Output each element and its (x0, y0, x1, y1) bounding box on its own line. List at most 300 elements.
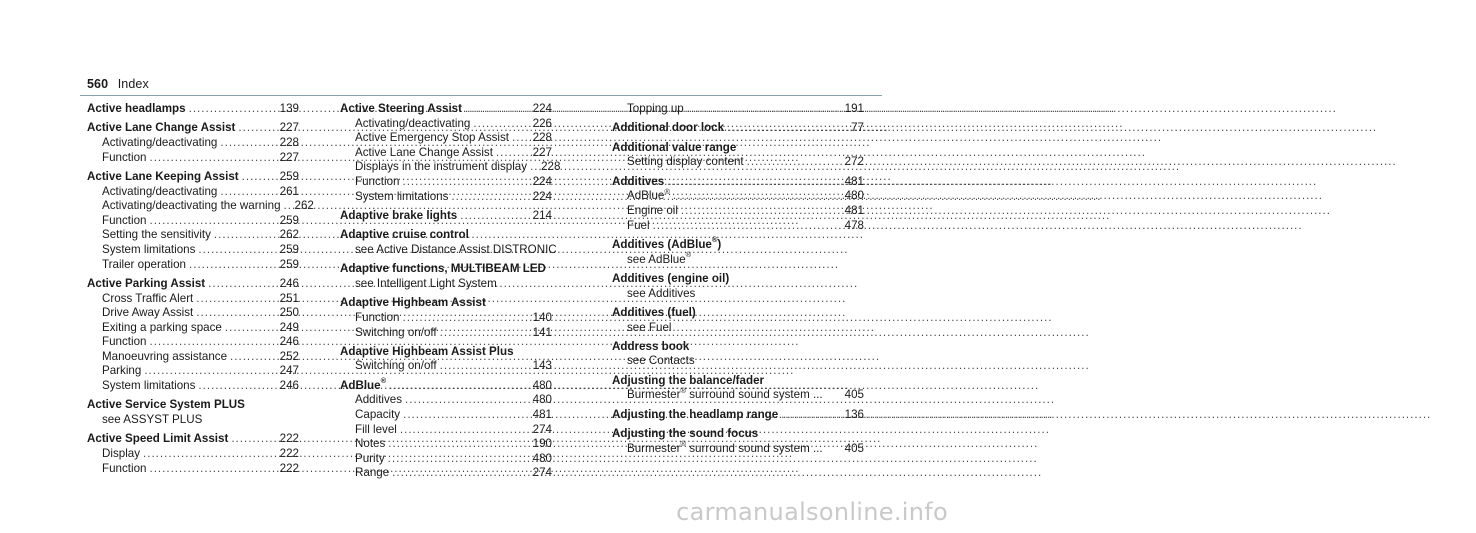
sub-entry-label (627, 287, 695, 302)
page-ref-link[interactable]: 227 (279, 150, 299, 164)
entry-text: Active Emergency Stop Assist (355, 131, 510, 145)
entry-text: Exiting a parking space (102, 320, 222, 334)
page-ref-link[interactable]: 481 (532, 408, 552, 422)
page-ref-link[interactable]: 222 (279, 447, 299, 461)
leader-dots (143, 447, 277, 462)
entry-text: Active Speed Limit Assist (87, 432, 229, 446)
entry-title (612, 235, 722, 253)
entry-text: Active Steering Assist (340, 102, 462, 115)
sub-entry (87, 335, 299, 350)
leader-dots (402, 311, 529, 326)
leader-dots (681, 204, 842, 219)
index-entry (340, 296, 552, 340)
page-ref-link[interactable]: 226 (532, 116, 552, 130)
leader-dots (196, 306, 276, 321)
index-entry (612, 102, 864, 117)
leader-dots (149, 335, 276, 350)
index-column-1 (87, 102, 314, 481)
entry-text: Activating/deactivating (102, 135, 218, 149)
page-header (87, 77, 149, 91)
index-entry (612, 272, 864, 301)
entry-text: Notes (355, 437, 386, 451)
entry-text: Adaptive functions, MULTIBEAM LED (340, 262, 546, 276)
entry-text: Switching on/off (355, 359, 437, 373)
page-ref-link[interactable]: 262 (279, 228, 299, 242)
leader-dots (189, 102, 277, 117)
sub-entry-label (627, 186, 670, 204)
page-ref-link[interactable]: 261 (279, 184, 299, 198)
entry-text-suffix: surround sound system ... (686, 441, 823, 455)
entry-text-suffix: ) (717, 237, 722, 251)
entry-text: AdBlue (627, 189, 665, 203)
entry-text: Additives (engine oil) (612, 271, 730, 285)
entry-heading (87, 170, 299, 185)
entry-heading (340, 209, 552, 224)
sub-entry (87, 199, 314, 214)
page-ref-link[interactable]: 190 (532, 437, 552, 451)
sub-entry (87, 292, 299, 307)
sub-entry-label (355, 146, 493, 161)
entry-text: Parking (102, 364, 142, 378)
leader-dots (144, 364, 276, 379)
sub-entry-label (627, 219, 650, 234)
entry-heading (87, 121, 299, 136)
sub-entry-label (355, 359, 437, 374)
entry-title (612, 408, 778, 423)
sub-entry-label (355, 277, 497, 292)
sub-entry (340, 326, 552, 341)
entry-text: Active headlamps (87, 102, 186, 115)
entry-text: Adaptive brake lights (340, 208, 458, 222)
leader-dots (284, 199, 292, 214)
entry-title (340, 228, 469, 243)
entry-text: see ASSYST PLUS (102, 413, 203, 427)
sub-entry-label (102, 228, 211, 243)
entry-text: Adaptive Highbeam Assist Plus (340, 344, 514, 358)
index-entry (87, 169, 314, 272)
sub-entry-label (102, 151, 146, 166)
entry-title (87, 277, 205, 292)
sub-entry-label (355, 175, 399, 190)
index-entry (340, 262, 552, 291)
sub-entry-label (355, 243, 557, 258)
entry-heading (612, 175, 864, 190)
entry-heading (612, 235, 864, 253)
entry-text: Purity (355, 451, 385, 465)
page-ref-link[interactable]: 274 (532, 466, 552, 480)
sub-entry-label (355, 452, 385, 467)
entry-text: Activating/deactivating (355, 116, 471, 130)
entry-text: Additives (fuel) (612, 305, 696, 319)
entry-text: see Contacts (627, 354, 695, 368)
page-ref-link[interactable]: 246 (279, 379, 299, 393)
sub-entry-label (355, 160, 527, 175)
page-ref-link[interactable]: 143 (532, 359, 552, 373)
entry-title (612, 272, 729, 287)
page-ref-link[interactable]: 224 (532, 189, 552, 203)
leader-dots (225, 321, 277, 336)
entry-heading (612, 272, 864, 287)
sub-entry (340, 146, 552, 161)
entry-heading (340, 345, 552, 360)
entry-text: Topping up (627, 102, 684, 115)
leader-dots (189, 258, 277, 273)
sub-entry (340, 311, 552, 326)
index-entry (612, 408, 864, 423)
leader-dots (198, 243, 276, 258)
page-ref-link[interactable]: 481 (844, 174, 864, 188)
entry-text: Cross Traffic Alert (102, 291, 194, 305)
page-ref-link[interactable]: 249 (279, 320, 299, 334)
page-ref-link[interactable]: 214 (532, 208, 552, 222)
index-entry (340, 376, 552, 481)
leader-dots (149, 214, 276, 229)
index-entry (87, 277, 299, 394)
page-ref-link[interactable]: 227 (279, 121, 299, 135)
page-ref-link[interactable]: 227 (532, 145, 552, 159)
entry-text: Capacity (355, 408, 401, 422)
entry-text: Function (355, 310, 400, 324)
sub-entry (612, 155, 864, 170)
index-entry (87, 121, 299, 165)
page-ref-link[interactable]: 228 (532, 131, 552, 145)
leader-dots (400, 423, 530, 438)
entry-text: Fuel (627, 218, 650, 232)
entry-text: System limitations (102, 242, 196, 256)
sub-entry (87, 364, 299, 379)
entry-heading (87, 277, 299, 292)
entry-heading (87, 398, 299, 413)
index-entry (612, 306, 864, 335)
leader-dots (667, 175, 841, 190)
page-ref-link[interactable]: 252 (279, 349, 299, 363)
entry-title (87, 432, 228, 447)
page-ref-link[interactable]: 224 (532, 174, 552, 188)
entry-heading (340, 262, 552, 277)
page-ref-link[interactable]: 136 (844, 407, 864, 421)
entry-text: Burmester (627, 441, 681, 455)
sub-entry (340, 277, 552, 292)
sub-entry (340, 452, 552, 467)
entry-text: Additional door lock (612, 121, 725, 135)
entry-title (340, 262, 546, 277)
sub-entry (612, 385, 864, 403)
entry-text: Switching on/off (355, 325, 437, 339)
sub-entry (612, 219, 864, 234)
leader-dots (653, 219, 842, 234)
header-divider (80, 95, 882, 96)
page-ref-link[interactable]: 272 (844, 155, 864, 169)
leader-dots (220, 136, 276, 151)
entry-heading (340, 376, 552, 394)
section-title: Index (117, 77, 149, 91)
leader-dots (208, 277, 277, 292)
entry-text: Range (355, 466, 390, 480)
entry-title (612, 306, 696, 321)
leader-dots (388, 452, 530, 467)
page-ref-link[interactable]: 405 (844, 388, 864, 402)
entry-text: Activating/deactivating (102, 184, 218, 198)
leader-dots (238, 121, 276, 136)
sub-entry (87, 228, 299, 243)
entry-text: Adaptive Highbeam Assist (340, 296, 486, 310)
entry-text: see Additives (627, 286, 696, 300)
page-ref-link[interactable]: 478 (844, 218, 864, 232)
sub-entry (340, 190, 552, 205)
index-entry (612, 427, 864, 456)
page-ref-link[interactable]: 274 (532, 422, 552, 436)
index-entry (340, 209, 552, 224)
sub-entry-label (355, 326, 437, 341)
entry-text: Manoeuvring assistance (102, 349, 228, 363)
index-entry (87, 432, 299, 476)
entry-heading (612, 374, 864, 389)
leader-dots (781, 408, 841, 423)
entry-text: Active Parking Assist (87, 276, 206, 290)
index-entry (340, 345, 552, 374)
page-ref-link[interactable]: 139 (279, 102, 299, 115)
page-ref-link[interactable]: 224 (532, 102, 552, 115)
leader-dots (687, 102, 842, 117)
sub-entry-label (102, 462, 146, 477)
entry-heading (612, 121, 864, 136)
sub-entry (87, 258, 299, 273)
sub-entry-label (627, 354, 695, 369)
sub-entry (340, 359, 552, 374)
page-ref-link[interactable]: 481 (844, 203, 864, 217)
sub-entry-label (627, 249, 692, 268)
leader-dots (451, 190, 529, 205)
index-column-3 (612, 102, 864, 461)
leader-dots (392, 466, 529, 481)
page-ref-link[interactable]: 250 (279, 306, 299, 320)
page-ref-link[interactable]: 259 (279, 169, 299, 183)
sub-entry-label (102, 243, 195, 258)
entry-title (87, 398, 245, 413)
sub-entry (340, 131, 552, 146)
page-ref-link[interactable]: 246 (279, 335, 299, 349)
index-entry (612, 141, 864, 170)
entry-text: Adjusting the balance/fader (612, 373, 765, 387)
entry-title (340, 376, 387, 394)
sub-entry-label (102, 335, 146, 350)
page-ref-link[interactable]: 251 (279, 291, 299, 305)
entry-title (612, 374, 764, 389)
page-ref-link[interactable]: 480 (532, 378, 552, 392)
leader-dots (230, 350, 277, 365)
sub-entry-label (102, 306, 193, 321)
page-ref-link[interactable]: 228 (279, 135, 299, 149)
index-entry (612, 235, 864, 267)
index-entry (612, 175, 864, 233)
sub-entry-label (627, 102, 684, 117)
sub-entry-label (102, 214, 146, 229)
entry-heading (87, 102, 299, 117)
leader-dots (403, 408, 530, 423)
index-entry (612, 121, 864, 136)
index-entry (612, 340, 864, 369)
entry-text: see Active Distance Assist DISTRONIC (355, 242, 557, 256)
entry-title (87, 121, 235, 136)
entry-text: Function (102, 150, 147, 164)
sub-entry (612, 102, 864, 117)
entry-text: Display (102, 447, 141, 461)
page-ref-link[interactable]: 77 (851, 121, 864, 135)
sub-entry-label (355, 190, 448, 205)
sub-entry-label (102, 199, 281, 214)
sub-entry (612, 354, 864, 369)
entry-heading (340, 296, 552, 311)
page-ref-link[interactable]: 246 (279, 276, 299, 290)
leader-dots (388, 437, 529, 452)
sub-entry-label (102, 258, 186, 273)
sub-entry (87, 214, 299, 229)
entry-text-suffix: surround sound system ... (686, 388, 823, 402)
entry-heading (612, 340, 864, 355)
sub-entry-label (102, 350, 227, 365)
page-ref-link[interactable]: 480 (532, 393, 552, 407)
sub-entry-label (627, 385, 823, 403)
leader-dots (530, 160, 538, 175)
sub-entry (612, 204, 864, 219)
entry-text: Address book (612, 339, 690, 353)
page-ref-link[interactable]: 259 (279, 257, 299, 271)
entry-heading (612, 306, 864, 321)
entry-heading (340, 102, 552, 117)
page-ref-link[interactable]: 480 (532, 451, 552, 465)
index-entry (340, 102, 561, 204)
entry-text: Function (102, 461, 147, 475)
leader-dots (473, 117, 529, 132)
entry-text: Additives (355, 393, 403, 407)
entry-text: Activating/deactivating the warning (102, 199, 281, 213)
entry-text: Function (355, 174, 400, 188)
leader-dots (196, 292, 276, 307)
sub-entry-label (102, 379, 195, 394)
entry-text: System limitations (102, 379, 196, 393)
sub-entry (87, 462, 299, 477)
entry-text: Adaptive cruise control (340, 228, 469, 242)
page-ref-link[interactable]: 141 (532, 325, 552, 339)
entry-title (340, 296, 486, 311)
sub-entry (612, 186, 864, 204)
leader-dots (231, 432, 276, 447)
index-column-2 (340, 102, 561, 486)
entry-text: Active Lane Keeping Assist (87, 169, 239, 183)
sub-entry-label (355, 423, 397, 438)
index-entry (340, 228, 557, 257)
sub-entry (87, 447, 299, 462)
entry-title (87, 170, 239, 185)
entry-text: Setting the sensitivity (102, 228, 211, 242)
page-number: 560 (87, 77, 109, 91)
registered-mark: ® (685, 249, 692, 259)
sub-entry (340, 393, 552, 408)
sub-entry-label (627, 438, 823, 457)
leader-dots (149, 462, 276, 477)
leader-dots (673, 189, 842, 204)
entry-text: see AdBlue (627, 252, 686, 266)
index-entry (87, 102, 299, 117)
page-ref-link[interactable]: 405 (844, 441, 864, 455)
sub-entry (340, 466, 552, 481)
sub-entry-label (355, 117, 470, 132)
sub-entry-label (355, 393, 402, 408)
entry-text: Setting display content (627, 155, 744, 169)
sub-entry (340, 175, 552, 190)
entry-title (87, 102, 186, 117)
sub-entry-label (627, 321, 671, 336)
sub-entry (87, 151, 299, 166)
leader-dots (220, 185, 276, 200)
entry-heading (87, 432, 299, 447)
sub-entry (612, 321, 864, 336)
index-entry (87, 398, 299, 427)
page-ref-link[interactable]: 191 (844, 102, 864, 115)
page-ref-link[interactable]: 259 (279, 242, 299, 256)
sub-entry-label (355, 408, 400, 423)
entry-text: Function (102, 213, 147, 227)
sub-entry-label (102, 292, 193, 307)
sub-entry (87, 185, 299, 200)
page-ref-link[interactable]: 228 (541, 160, 561, 174)
leader-dots (496, 146, 530, 161)
watermark: carmanualsonline.info (676, 498, 948, 526)
sub-entry (87, 413, 299, 428)
sub-entry (340, 242, 557, 258)
entry-heading (612, 427, 864, 442)
page-ref-link[interactable]: 262 (294, 199, 314, 213)
entry-text: Burmester (627, 388, 681, 402)
sub-entry (340, 117, 552, 132)
entry-text: Engine oil (627, 203, 678, 217)
entry-text: Additives (612, 174, 665, 188)
page-ref-link[interactable]: 259 (279, 213, 299, 227)
sub-entry (87, 243, 299, 258)
sub-entry-label (627, 204, 678, 219)
sub-entry (340, 160, 561, 175)
sub-entry-label (102, 185, 217, 200)
page-ref-link[interactable]: 222 (279, 461, 299, 475)
sub-entry-label (102, 447, 140, 462)
entry-title (612, 121, 724, 136)
sub-entry (87, 350, 299, 365)
entry-text: Active Lane Change Assist (355, 145, 493, 159)
leader-dots (402, 175, 529, 190)
entry-text: AdBlue (340, 378, 381, 392)
entry-title (612, 340, 689, 355)
leader-dots (747, 155, 842, 170)
sub-entry (87, 136, 299, 151)
sub-entry (340, 437, 552, 452)
sub-entry-label (102, 413, 202, 428)
sub-entry (87, 379, 299, 394)
leader-dots (214, 228, 277, 243)
page-ref-link[interactable]: 140 (532, 310, 552, 324)
page-ref-link[interactable]: 480 (844, 189, 864, 203)
entry-title (340, 345, 514, 360)
entry-text: Active Service System PLUS (87, 398, 245, 412)
page-ref-link[interactable]: 222 (279, 432, 299, 446)
leader-dots (512, 131, 530, 146)
sub-entry (612, 287, 864, 302)
entry-text: see Fuel (627, 320, 672, 334)
page-ref-link[interactable]: 247 (279, 364, 299, 378)
leader-dots (198, 379, 276, 394)
entry-title (612, 175, 664, 190)
registered-mark: ® (711, 235, 718, 245)
leader-dots (440, 359, 530, 374)
